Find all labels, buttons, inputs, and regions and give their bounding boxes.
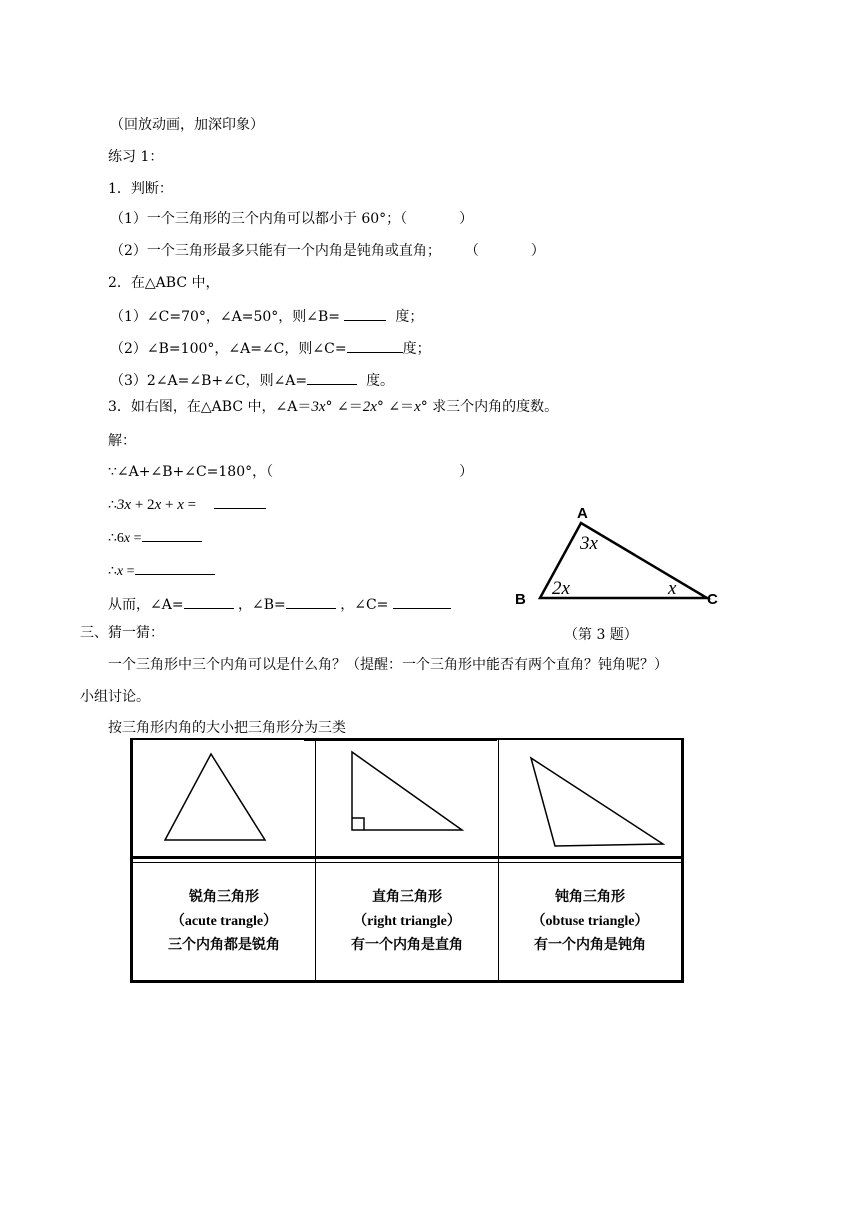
solution-label: 解： <box>108 433 136 449</box>
obtuse-triangle-text <box>499 863 683 982</box>
vertex-label-a: A <box>577 505 588 522</box>
eq2-expr: 6x = <box>116 531 142 546</box>
acute-triangle-icon <box>133 740 315 858</box>
because-close: ） <box>459 464 474 480</box>
answer-blank[interactable] <box>347 338 403 353</box>
right-triangle-text <box>316 863 499 982</box>
table-row <box>132 739 683 863</box>
question-1: 1．判断： <box>108 181 173 197</box>
classification-intro: 按三角形内角的大小把三角形分为三类 <box>108 720 346 736</box>
q3-text-a: 3．如右图，在△ABC 中，∠A＝ <box>108 399 312 415</box>
question-1-1 <box>110 210 473 228</box>
answer-blank[interactable] <box>214 494 266 509</box>
right-triangle-desc: 有一个内角是直角 <box>351 937 463 953</box>
q3-var-2x: 2x <box>362 399 377 415</box>
section-3-heading: 三、猜一猜： <box>80 625 164 641</box>
answer-blank[interactable] <box>393 594 451 609</box>
guess-question: 一个三角形中三个内角可以是什么角？（提醒：一个三角形中能否有两个直角？钝角呢？） <box>108 657 668 673</box>
angle-c-label: x <box>668 578 677 599</box>
conclusion-a: 从而，∠A= <box>108 597 184 613</box>
question-2-1 <box>110 306 423 326</box>
right-triangle-english: （right triangle） <box>353 913 461 929</box>
question-2-2 <box>110 338 431 358</box>
acute-triangle-desc: 三个内角都是锐角 <box>168 937 280 953</box>
obtuse-triangle-english: （obtuse triangle） <box>531 913 649 929</box>
angle-a-label: 3x <box>580 533 598 554</box>
vertex-label-c: C <box>707 591 718 608</box>
table-middle-rule <box>130 856 681 859</box>
obtuse-triangle-name: 钝角三角形 <box>555 889 625 905</box>
therefore-symbol: ∴ <box>108 497 117 513</box>
q3-text-c: ° <box>376 399 384 415</box>
acute-triangle-name: 锐角三角形 <box>189 889 259 905</box>
answer-blank[interactable] <box>135 560 215 575</box>
obtuse-triangle-icon <box>499 740 681 858</box>
eq3-expr: x = <box>116 564 135 579</box>
answer-blank[interactable] <box>307 370 357 385</box>
obtuse-triangle-desc: 有一个内角是钝角 <box>534 937 646 953</box>
equation-3 <box>108 560 215 581</box>
because-text: ∵∠A+∠B+∠C=180°，（ <box>108 464 274 480</box>
question-1-1-close: ） <box>459 211 474 227</box>
obtuse-triangle-cell <box>499 739 683 863</box>
acute-triangle-text <box>132 863 316 982</box>
conclusion-c: ，∠C= <box>340 597 389 613</box>
answer-blank[interactable] <box>344 306 386 321</box>
q3-angle-3: ∠＝ <box>388 399 415 415</box>
right-triangle-cell <box>316 739 499 863</box>
answer-blank[interactable] <box>184 594 234 609</box>
q3-var-3x: 3x <box>311 399 326 415</box>
question-1-2-text: （2）一个三角形最多只能有一个内角是钝角或直角； <box>110 243 441 259</box>
figure-caption: （第 3 题） <box>564 627 638 643</box>
question-3 <box>108 398 558 416</box>
eq1-expr: 3x + 2x + x = <box>116 497 197 513</box>
question-2-1-text: （1）∠C=70°，∠A=50°，则∠B= <box>110 309 341 325</box>
equation-2 <box>108 527 202 548</box>
triangle-classification-table <box>130 738 684 983</box>
question-1-2-close: ） <box>530 243 545 259</box>
angle-b-label: 2x <box>552 578 570 599</box>
equation-1 <box>108 494 266 514</box>
unit: 度； <box>395 309 424 325</box>
unit: 度； <box>402 341 431 357</box>
q3-text-b: ° <box>325 399 333 415</box>
table-row <box>132 863 683 982</box>
q3-text-d: ° 求三个内角的度数。 <box>420 399 559 415</box>
replay-note: （回放动画，加深印象） <box>110 117 264 133</box>
question-1-1-text: （1）一个三角形的三个内角可以都小于 60°；（ <box>110 211 408 227</box>
practice-heading: 练习 1： <box>108 149 164 165</box>
acute-triangle-english: （acute trangle） <box>170 913 278 929</box>
q3-angle-2: ∠＝ <box>336 399 363 415</box>
question-2-3 <box>110 370 394 390</box>
right-triangle-icon <box>316 740 498 858</box>
conclusion-line <box>108 594 451 614</box>
therefore-symbol: ∴ <box>108 530 117 546</box>
conclusion-b: ，∠B= <box>238 597 286 613</box>
question-1-2 <box>110 242 545 260</box>
answer-blank[interactable] <box>286 594 336 609</box>
question-2-2-text: （2）∠B=100°，∠A=∠C，则∠C= <box>110 341 347 357</box>
therefore-symbol: ∴ <box>108 563 117 579</box>
vertex-label-b: B <box>515 591 526 608</box>
question-1-2-open: （ <box>464 243 479 259</box>
question-2: 2．在△ABC 中， <box>108 275 220 291</box>
unit: 度。 <box>366 373 395 389</box>
acute-triangle-cell <box>132 739 316 863</box>
group-discussion: 小组讨论。 <box>80 689 150 705</box>
q3-var-x: x <box>414 399 421 415</box>
question-2-3-text: （3）2∠A=∠B+∠C，则∠A= <box>110 373 308 389</box>
right-triangle-name: 直角三角形 <box>372 889 442 905</box>
answer-blank[interactable] <box>142 527 202 542</box>
because-line <box>108 463 473 481</box>
